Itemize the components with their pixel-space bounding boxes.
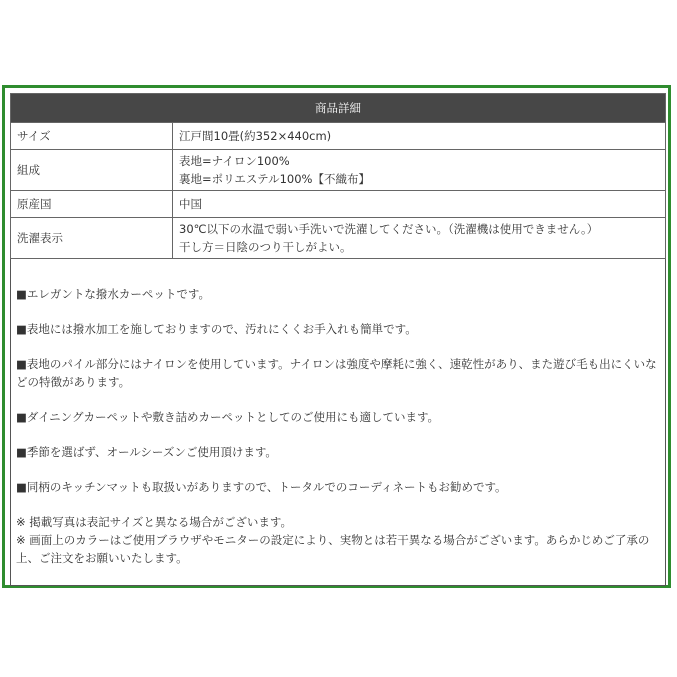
feature-point: ■エレガントな撥水カーペットです。 <box>16 287 210 301</box>
value-line: 中国 <box>179 197 202 211</box>
feature-point: ■同柄のキッチンマットも取扱いがありますので、トータルでのコーディネートもお勧めです。 <box>16 480 507 494</box>
feature-point: ■ダイニングカーペットや敷き詰めカーペットとしてのご使用にも適しています。 <box>16 410 440 424</box>
row-value-composition <box>173 150 666 191</box>
value-line: 表地=ナイロン100% <box>179 154 290 168</box>
row-value-washing <box>173 218 666 259</box>
row-label-origin: 原産国 <box>11 191 173 218</box>
row-label-composition: 組成 <box>11 150 173 191</box>
table-row <box>11 123 666 150</box>
value-line: 干し方＝日陰のつり干しがよい。 <box>179 240 352 254</box>
feature-point: ■表地のパイル部分にはナイロンを使用しています。ナイロンは強度や摩耗に強く、速乾性があり、また遊び毛も出にくいなどの特徴があります。 <box>16 357 657 389</box>
table-row <box>11 191 666 218</box>
feature-point: ■季節を選ばず、オールシーズンご使用頂けます。 <box>16 445 277 459</box>
table-row <box>11 150 666 191</box>
value-line: 30℃以下の水温で弱い手洗いで洗濯してください。（洗濯機は使用できません。） <box>179 222 599 236</box>
row-value-size <box>173 123 666 150</box>
product-description <box>16 285 664 567</box>
feature-point: ■表地には撥水加工を施しておりますので、汚れにくくお手入れも簡単です。 <box>16 322 417 336</box>
note: ※ 画面上のカラーはご使用ブラウザやモニターの設定により、実物とは若干異なる場合がございます。あらかじめご了承の上、ご注文をお願いいたします。 <box>16 533 650 565</box>
note: ※ 掲載写真は表記サイズと異なる場合がございます。 <box>16 515 292 529</box>
row-value-origin <box>173 191 666 218</box>
product-details-table <box>10 93 666 259</box>
table-row <box>11 218 666 259</box>
row-label-washing: 洗濯表示 <box>11 218 173 259</box>
table-header: 商品詳細 <box>11 94 666 123</box>
value-line: 江戸間10畳(約352×440cm) <box>179 129 332 143</box>
value-line: 裏地=ポリエステル100%【不織布】 <box>179 172 370 186</box>
row-label-size: サイズ <box>11 123 173 150</box>
